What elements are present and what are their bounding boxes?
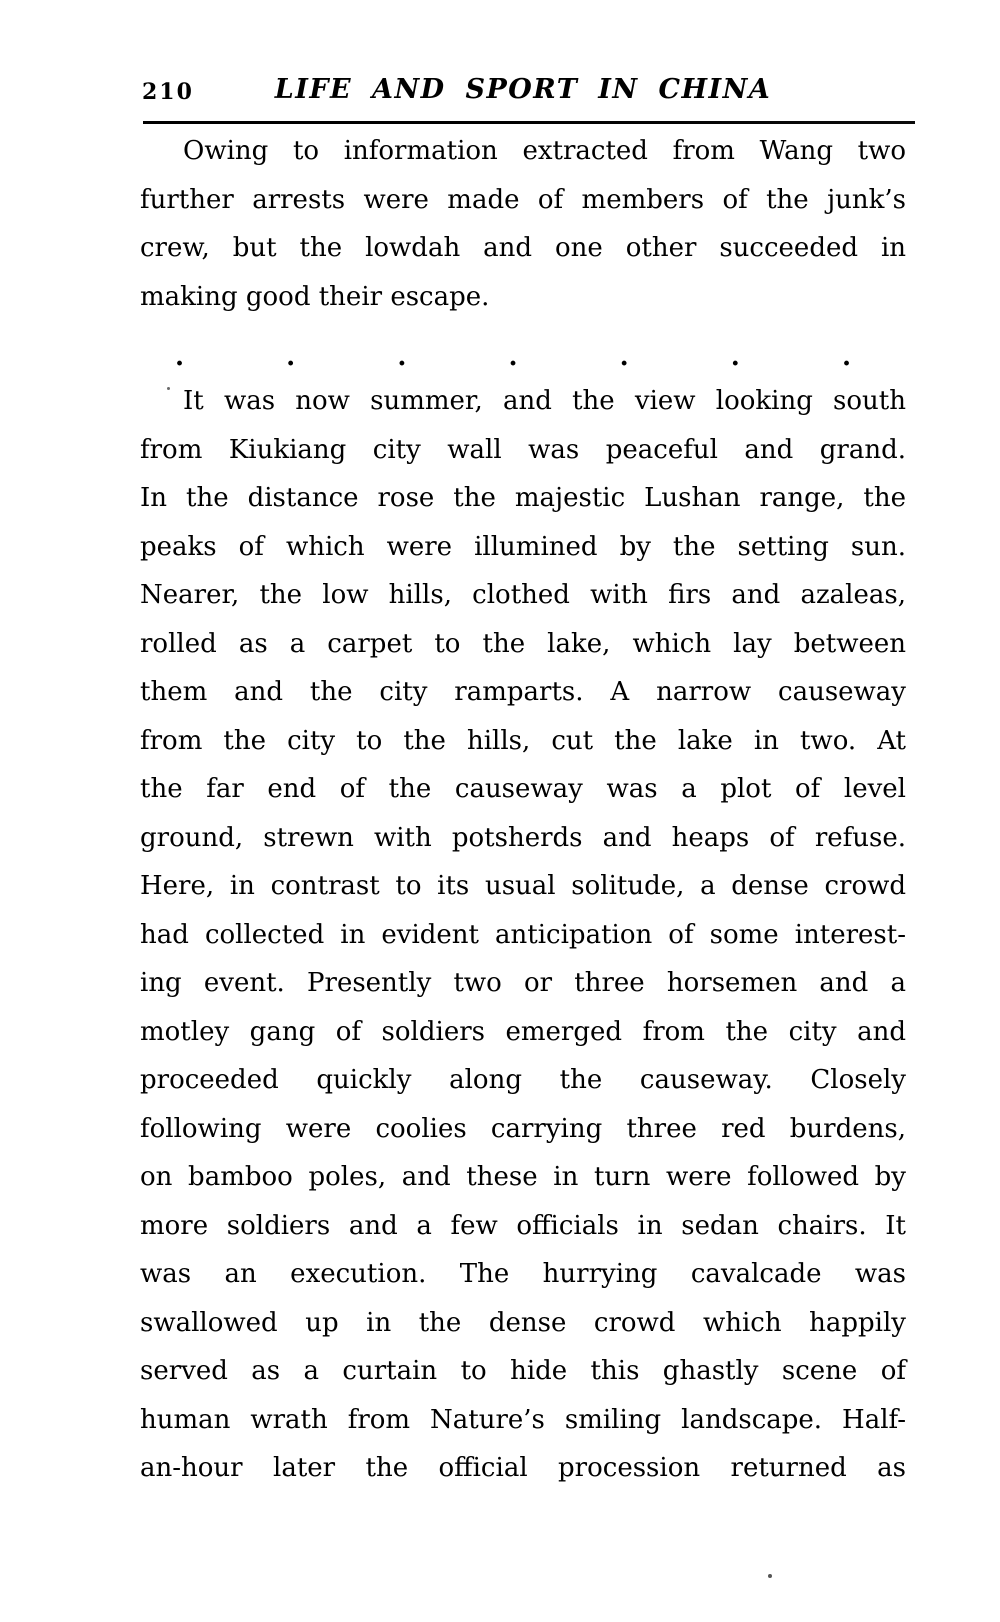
text-line: swallowed up in the dense crowd which happily <box>140 1307 906 1338</box>
text-line: ground, strewn with potsherds and heaps of refuse. <box>140 822 906 853</box>
header-rule <box>143 121 915 124</box>
text-line: proceeded quickly along the causeway. Closely <box>140 1065 906 1095</box>
text-line: on bamboo poles, and these in turn were followed by <box>140 1162 906 1192</box>
separator-dot: . <box>175 342 185 372</box>
separator-dot: . <box>730 342 740 372</box>
text-line: more soldiers and a few officials in sedan chairs. It <box>140 1210 906 1241</box>
page-number: 210 <box>142 79 194 105</box>
running-header-title: LIFE AND SPORT IN CHINA <box>274 74 772 105</box>
separator-dot: . <box>619 342 629 372</box>
text-line: Here, in contrast to its usual solitude, a dense crowd <box>140 871 906 901</box>
separator-dot: . <box>508 342 518 372</box>
text-line: ing event. Presently two or three horsemen and a <box>140 968 906 998</box>
text-line: following were coolies carrying three red burdens, <box>140 1113 906 1144</box>
text-line: crew, but the lowdah and one other succeeded in <box>140 233 906 263</box>
text-line: them and the city ramparts. A narrow causeway <box>140 677 906 707</box>
text-line: the far end of the causeway was a plot of level <box>140 774 906 804</box>
text-line: making good their escape. <box>140 281 490 312</box>
text-line: had collected in evident anticipation of some interest- <box>140 919 906 950</box>
text-line: It was now summer, and the view looking south <box>183 386 906 416</box>
separator-dot: . <box>397 342 407 372</box>
text-line: motley gang of soldiers emerged from the city and <box>140 1016 906 1047</box>
separator-dot: . <box>286 342 296 372</box>
text-line: Nearer, the low hills, clothed with firs and azaleas, <box>140 580 906 610</box>
scan-speck <box>768 1574 772 1578</box>
text-line: peaks of which were illumined by the setting sun. <box>140 531 906 562</box>
paragraph-2 <box>140 377 906 1493</box>
text-line: was an execution. The hurrying cavalcade was <box>140 1259 906 1289</box>
section-break-dots <box>175 342 851 372</box>
separator-dot: . <box>841 342 851 372</box>
text-line: from Kiukiang city wall was peaceful and grand. <box>140 434 906 465</box>
paragraph-1 <box>140 127 906 321</box>
text-line: human wrath from Nature’s smiling landscape. Half- <box>140 1404 906 1435</box>
text-line: Owing to information extracted from Wang two <box>183 136 906 166</box>
text-line: In the distance rose the majestic Lushan range, the <box>140 483 906 513</box>
text-line: rolled as a carpet to the lake, which lay between <box>140 628 906 659</box>
text-line: an-hour later the official procession returned as <box>140 1453 906 1483</box>
text-line: served as a curtain to hide this ghastly scene of <box>140 1356 906 1386</box>
scan-speck <box>167 387 170 390</box>
text-line: from the city to the hills, cut the lake in two. At <box>140 725 906 756</box>
text-line: further arrests were made of members of the junk’s <box>140 184 906 215</box>
